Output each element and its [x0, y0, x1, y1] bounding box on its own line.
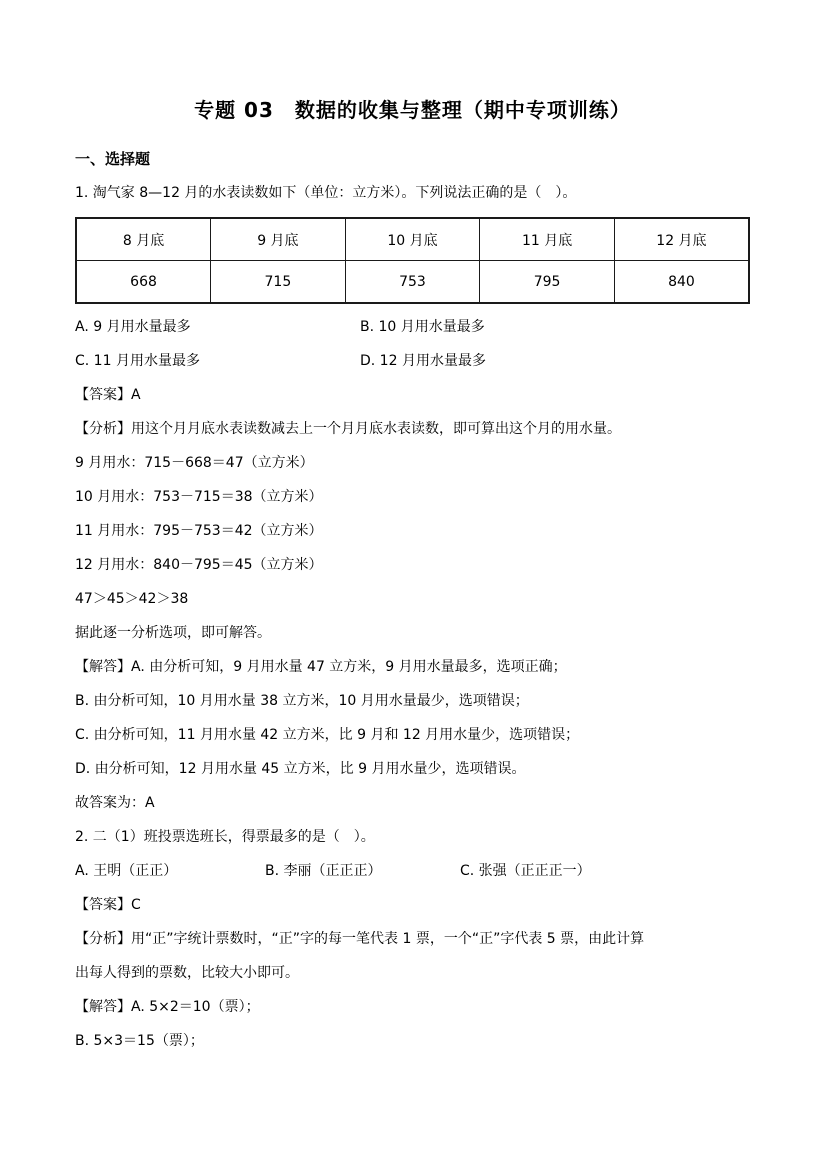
- question-2-options-row: [75, 854, 750, 888]
- question-1-work-line: 10 月用水：753－715＝38（立方米）: [75, 489, 323, 505]
- section-heading-multiple-choice: 一、选择题: [75, 150, 151, 168]
- question-1-analysis: 【分析】用这个月月底水表读数减去上一个月月底水表读数，即可算出这个月的用水量。: [75, 421, 621, 437]
- table-value-cell: 668: [76, 261, 211, 304]
- question-2-solution-line: B. 5×3＝15（票）；: [75, 1033, 204, 1049]
- question-1-work-line: 9 月用水：715－668＝47（立方米）: [75, 455, 314, 471]
- question-1-option-b: B. 10 月用水量最多: [360, 319, 485, 335]
- question-1-option-d: D. 12 月用水量最多: [360, 353, 486, 369]
- question-1-stem: 1. 淘气家 8—12 月的水表读数如下（单位：立方米）。下列说法正确的是（ ）。: [75, 185, 577, 201]
- question-2-stem: 2. 二（1）班投票选班长，得票最多的是（ ）。: [75, 829, 375, 845]
- question-2-solution-line: 【解答】A. 5×2＝10（票）；: [75, 999, 260, 1015]
- question-2-analysis-line: 【分析】用“正”字统计票数时，“正”字的每一笔代表 1 票，一个“正”字代表 5 票，由此计算: [75, 931, 645, 947]
- question-1-work-line: 据此逐一分析选项，即可解答。: [75, 625, 271, 641]
- question-1-conclusion: 故答案为：A: [75, 795, 155, 811]
- table-header-cell: 11 月底: [480, 218, 615, 261]
- question-1-solution-line: B. 由分析可知，10 月用水量 38 立方米，10 月用水量最少，选项错误；: [75, 693, 529, 709]
- table-header-cell: 12 月底: [614, 218, 749, 261]
- question-2-option-c: C. 张强（正正正一）: [460, 863, 591, 879]
- water-meter-table-header-row: [76, 218, 749, 261]
- question-2-option-a: A. 王明（正正）: [75, 863, 178, 879]
- table-value-cell: 753: [345, 261, 480, 304]
- question-1-option-a: A. 9 月用水量最多: [75, 319, 191, 335]
- question-2-option-b: B. 李丽（正正正）: [265, 863, 382, 879]
- question-1-answer: 【答案】A: [75, 387, 141, 403]
- question-1-work-line: 47＞45＞42＞38: [75, 591, 189, 607]
- table-header-cell: 10 月底: [345, 218, 480, 261]
- question-1-solution-line: D. 由分析可知，12 月用水量 45 立方米，比 9 月用水量少，选项错误。: [75, 761, 526, 777]
- document-title: 专题 03 数据的收集与整理（期中专项训练）: [194, 98, 631, 122]
- table-value-cell: 795: [480, 261, 615, 304]
- question-1-solution-line: 【解答】A. 由分析可知，9 月用水量 47 立方米，9 月用水量最多，选项正确；: [75, 659, 567, 675]
- water-meter-table-value-row: [76, 261, 749, 304]
- table-header-cell: 9 月底: [211, 218, 346, 261]
- question-2-analysis-line: 出每人得到的票数，比较大小即可。: [75, 965, 299, 981]
- water-meter-table: [75, 217, 750, 304]
- question-1-solution-line: C. 由分析可知，11 月用水量 42 立方米，比 9 月和 12 月用水量少，选项错误；: [75, 727, 580, 743]
- question-2-answer: 【答案】C: [75, 897, 141, 913]
- question-1-options-row-2: [75, 344, 750, 378]
- question-1-options-row-1: [75, 310, 750, 344]
- table-value-cell: 840: [614, 261, 749, 304]
- table-header-cell: 8 月底: [76, 218, 211, 261]
- question-1-work-line: 11 月用水：795－753＝42（立方米）: [75, 523, 323, 539]
- table-value-cell: 715: [211, 261, 346, 304]
- question-1-work-line: 12 月用水：840－795＝45（立方米）: [75, 557, 323, 573]
- question-1-option-c: C. 11 月用水量最多: [75, 353, 200, 369]
